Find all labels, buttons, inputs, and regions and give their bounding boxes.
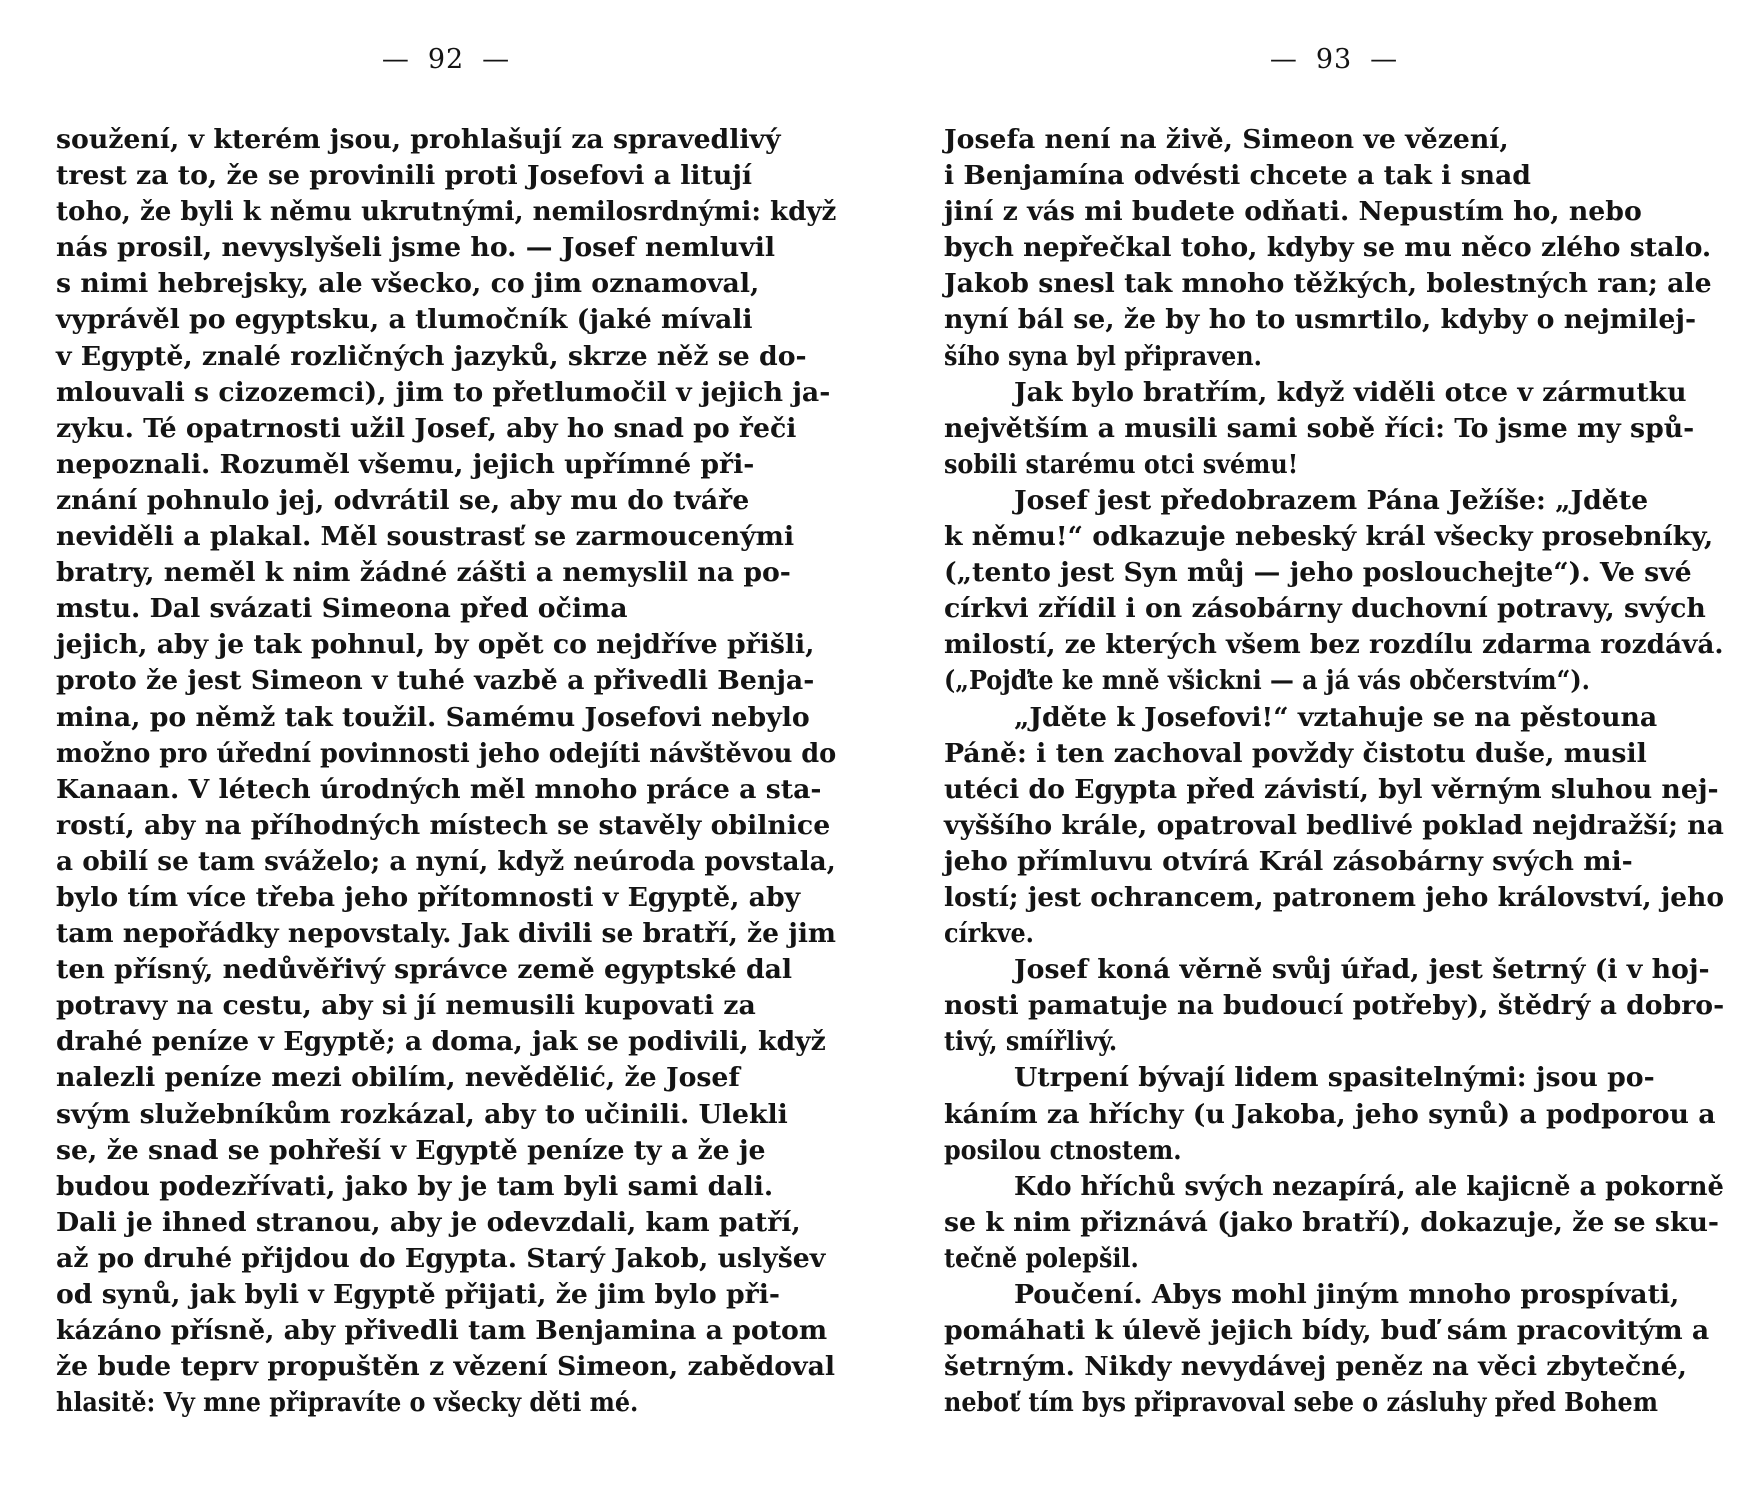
text-line: neboť tím bys připravoval sebe o zásluhy před Bohem: [944, 1387, 1658, 1419]
text-line: se, že snad se pohřeší v Egyptě peníze ty a že je: [56, 1134, 766, 1166]
text-line: jiní z vás mi budete odňati. Nepustím ho, nebo: [944, 196, 1642, 228]
text-line: mlouvali s cizozemci), jim to přetlumočil v jejich ja-: [56, 376, 831, 408]
text-line: od synů, jak byli v Egyptě přijati, že jim bylo při-: [56, 1279, 780, 1310]
text-line: utéci do Egypta před závistí, byl věrným sluhou nej-: [944, 773, 1719, 805]
text-line: hlasitě: Vy mne připravíte o všecky děti mé.: [56, 1387, 639, 1419]
text-line: Poučení. Abys mohl jiným mnoho prospívati,: [1014, 1279, 1680, 1310]
text-line: Utrpení bývají lidem spasitelnými: jsou po-: [1014, 1062, 1655, 1094]
text-line: drahé peníze v Egyptě; a doma, jak se podivili, když: [56, 1026, 826, 1058]
text-line: Páně: i ten zachoval povždy čistotu duše, musil: [944, 737, 1647, 769]
text-line: Dali je ihned stranou, aby je odevzdali, kam patří,: [56, 1206, 801, 1238]
text-line: nosti pamatuje na budoucí potřeby), štědrý a dobro-: [944, 990, 1725, 1022]
text-line: znání pohnulo jej, odvrátil se, aby mu do tváře: [56, 484, 750, 516]
text-line: církvi zřídil i on zásobárny duchovní potravy, svých: [944, 593, 1706, 625]
text-line: pomáhati k úlevě jejich bídy, buď sám pracovitým a: [944, 1315, 1710, 1347]
text-line: svým služebníkům rozkázal, aby to učinili. Ulekli: [56, 1098, 788, 1130]
text-line: zyku. Té opatrnosti užil Josef, aby ho snad po řeči: [56, 412, 797, 444]
text-line: tivý, smířlivý.: [944, 1026, 1118, 1058]
text-line: sobili starému otci svému!: [944, 448, 1299, 480]
text-line: a obilí se tam sváželo; a nyní, když neúroda povstala,: [56, 845, 836, 877]
text-line: bylo tím více třeba jeho přítomnosti v Egyptě, aby: [56, 881, 801, 913]
text-line: Josef jest předobrazem Pána Ježíše: „Jděte: [1014, 484, 1649, 516]
text-line: nyní bál se, že by ho to usmrtilo, kdyby o nejmilej-: [944, 304, 1697, 336]
text-line: ten přísný, nedůvěřivý správce země egyptské dal: [56, 954, 793, 986]
text-line: největším a musili sami sobě říci: To jsme my spů-: [944, 412, 1695, 444]
text-line: se k nim přiznává (jako bratří), dokazuje, že se sku-: [944, 1206, 1719, 1238]
left-page-number: — 92 —: [381, 44, 511, 75]
left-page: [56, 0, 836, 1500]
text-line: jeho přímluvu otvírá Král zásobárny svých mi-: [944, 845, 1633, 877]
text-line: milostí, ze kterých všem bez rozdílu zdarma rozdává.: [944, 629, 1724, 661]
right-page-text: [944, 122, 1724, 1421]
text-line: toho, že byli k němu ukrutnými, nemilosrdnými: když: [56, 196, 837, 228]
text-line: mstu. Dal svázati Simeona před očima: [56, 593, 628, 625]
text-line: tečně polepšil.: [944, 1242, 1139, 1274]
text-line: neviděli a plakal. Měl soustrasť se zarmoucenými: [56, 521, 795, 553]
text-line: tam nepořádky nepovstaly. Jak divili se bratří, že jim: [56, 918, 836, 950]
text-line: nalezli peníze mezi obilím, nevědělić, že Josef: [56, 1062, 740, 1094]
text-line: vyprávěl po egyptsku, a tlumočník (jaké mívali: [56, 304, 753, 336]
text-line: Kanaan. V létech úrodných měl mnoho práce a sta-: [56, 773, 822, 805]
text-line: lostí; jest ochrancem, patronem jeho království, jeho: [944, 881, 1724, 913]
text-line: šího syna byl připraven.: [944, 340, 1262, 372]
text-line: bratry, neměl k nim žádné zášti a nemyslil na po-: [56, 557, 791, 589]
text-line: Josefa není na živě, Simeon ve vězení,: [944, 124, 1509, 155]
text-line: posilou ctnostem.: [944, 1134, 1182, 1166]
text-line: šetrným. Nikdy nevydávej peněz na věci zbytečné,: [944, 1351, 1687, 1383]
text-line: nepoznali. Rozuměl všemu, jejich upřímné při-: [56, 448, 755, 480]
text-line: proto že jest Simeon v tuhé vazbě a přivedli Benja-: [56, 665, 815, 697]
text-line: k němu!“ odkazuje nebeský král všecky prosebníky,: [944, 521, 1714, 553]
text-line: potravy na cestu, aby si jí nemusili kupovati za: [56, 990, 756, 1022]
text-line: v Egyptě, znalé rozličných jazyků, skrze něž se do-: [56, 340, 807, 372]
text-line: mina, po němž tak toužil. Samému Josefovi nebylo: [56, 701, 810, 733]
text-line: trest za to, že se provinili proti Josefovi a litují: [56, 160, 753, 192]
left-page-text: [56, 122, 836, 1421]
text-line: Kdo hříchů svých nezapírá, ale kajicně a pokorně: [1014, 1170, 1724, 1202]
text-line: soužení, v kterém jsou, prohlašují za spravedlivý: [56, 124, 781, 155]
text-line: Josef koná věrně svůj úřad, jest šetrný (i v hoj-: [1014, 954, 1710, 986]
text-line: nás prosil, nevyslyšeli jsme ho. — Josef nemluvil: [56, 232, 775, 264]
text-line: až po druhé přijdou do Egypta. Starý Jakob, uslyšev: [56, 1242, 826, 1274]
text-line: že bude teprv propuštěn z vězení Simeon, zabědoval: [56, 1351, 836, 1383]
text-line: („Pojďte ke mně všickni — a já vás občerstvím“).: [944, 665, 1590, 697]
text-line: Jak bylo bratřím, když viděli otce v zármutku: [1014, 376, 1687, 408]
text-line: jejich, aby je tak pohnul, by opět co nejdříve přišli,: [56, 629, 815, 661]
text-line: bych nepřečkal toho, kdyby se mu něco zlého stalo.: [944, 232, 1712, 264]
right-page: [944, 0, 1724, 1500]
text-line: církve.: [944, 918, 1034, 950]
right-page-number: — 93 —: [1269, 44, 1399, 75]
text-line: možno pro úřední povinnosti jeho odejíti návštěvou do: [56, 737, 837, 769]
text-line: („tento jest Syn můj — jeho poslouchejte“). Ve své: [944, 557, 1692, 589]
text-line: s nimi hebrejsky, ale všecko, co jim oznamoval,: [56, 268, 760, 300]
text-line: Jakob snesl tak mnoho těžkých, bolestných ran; ale: [944, 268, 1712, 300]
text-line: i Benjamína odvésti chcete a tak i snad: [944, 160, 1531, 192]
text-line: rostí, aby na příhodných místech se stavěly obilnice: [56, 809, 831, 841]
text-line: „Jděte k Josefovi!“ vztahuje se na pěstouna: [1014, 701, 1658, 733]
text-line: kázáno přísně, aby přivedli tam Benjamina a potom: [56, 1315, 828, 1347]
text-line: káním za hříchy (u Jakoba, jeho synů) a podporou a: [944, 1098, 1716, 1130]
text-line: vyššího krále, opatroval bedlivé poklad nejdražší; na: [944, 809, 1724, 841]
text-line: budou podezřívati, jako by je tam byli sami dali.: [56, 1170, 774, 1202]
